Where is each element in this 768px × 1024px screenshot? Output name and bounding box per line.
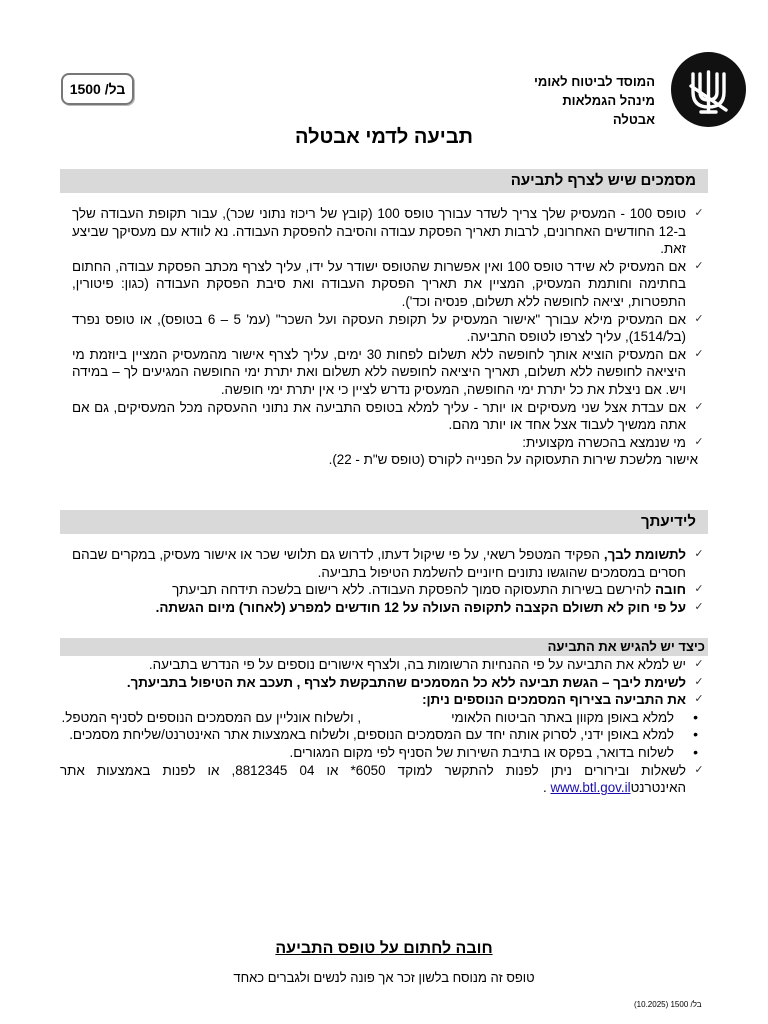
list-item (60, 656, 708, 674)
bullet-text: , ולשלוח אונליין עם המסמכים הנוספים לסניף המטפל. (61, 709, 362, 725)
check-mark-icon: ✓ (694, 347, 704, 360)
check-mark-icon: ✓ (694, 600, 704, 613)
sub-list-container (60, 709, 708, 762)
emphasis-text: חובה (654, 582, 686, 598)
list-item-text: אם המעסיק הוציא אותך לחופשה ללא תשלום לפחות 30 ימים, עליך לצרף אישור מהמעסיק המציין ביוזמת מי היציאה לחופשה ללא תשלום, תאריך היציאה לחופשה ללא תשלום ואת יתרת ימי החופשה המגיעים לך – במידה ויש. אם ניצלת את כל יתרת ימי החופשה, המעסיק נדרש לציין כי אין יתרת ימי חופשה. (72, 346, 686, 397)
list-item (60, 691, 708, 709)
section-heading-documents: מסמכים שיש לצרף לתביעה (60, 169, 708, 193)
footer-form-version: בל/ 1500 (10.2025) (634, 1000, 702, 1009)
gender-note: טופס זה מנוסח בלשון זכר אך פונה לנשים ולגברים כאחד (233, 970, 535, 985)
page-title: תביעה לדמי אבטלה (295, 126, 473, 148)
emphasis-text: לתשומת לבך, (603, 547, 686, 562)
list-item (72, 205, 708, 258)
list-item-text: . (542, 780, 551, 796)
list-item (72, 581, 708, 599)
bullet-item (60, 726, 708, 744)
documents-list (60, 205, 708, 469)
check-mark-icon: ✓ (694, 763, 704, 776)
check-mark-icon: ✓ (694, 658, 704, 670)
list-item-text: יש למלא את התביעה על פי ההנחיות הרשומות בה, ולצרף אישורים נוספים על פי הנדרש בתביעה. (148, 657, 686, 672)
signature-required-title: חובה לחתום על טופס התביעה (275, 940, 493, 957)
list-item-text: טופס 100 - המעסיק שלך צריך לשדר עבורך טופס 100 (קובץ של ריכוז נתוני שכר), עבור תקופת העבודה שלך ב-12 החודשים האחרונים, לרבות תאריך הפסקת עבודה והסיבה להפסקת העבודה. נא לוודא עם מעסיקך שביצע זאת. (72, 206, 687, 257)
bullet-item (60, 709, 708, 727)
list-item-text: לשימת ליבך – הגשת תביעה ללא כל המסמכים שהתבקשת לצרף , תעכב את הטיפול בתביעתך. (126, 674, 686, 690)
check-mark-icon: ✓ (694, 312, 704, 325)
btl-logo (671, 52, 746, 127)
form-code-label: בל/ 1500 (69, 81, 126, 97)
form-code-badge (61, 73, 134, 105)
check-mark-icon: ✓ (694, 435, 704, 448)
list-item-text: מי שנמצא בהכשרה מקצועית: (522, 434, 686, 450)
list-item (72, 546, 708, 581)
list-item (60, 762, 708, 797)
check-mark-icon: ✓ (694, 583, 704, 596)
list-item (72, 346, 708, 399)
list-item-text: אם עבדת אצל שני מעסיקים או יותר - עליך למלא בטופס התביעה את נתוני ההעסקה מכל המעסיקים, גם אם אתה ממשיך לעבוד אצל אחד או יותר מהם. (72, 399, 686, 433)
list-item (72, 311, 708, 346)
check-mark-icon: ✓ (694, 207, 704, 219)
list-item-text: על פי חוק לא תשולם הקצבה לתקופה העולה על 12 חודשים למפרע (לאחור) מיום הגשתה. (155, 599, 686, 615)
check-mark-icon: ✓ (694, 400, 704, 413)
section-heading-notice: לידיעתך (60, 510, 708, 534)
list-item-text: אם המעסיק לא שידר טופס 100 ואין אפשרות שהטופס ישודר על ידו, עליך לצרף מכתב הפסקת עבודה, החתום בחתימה וחותמת המעסיק, המציין את תאריך הפסקת העבודה ואת סיבת הפסקת העבודה (כגון: פיטורין, התפטרות, יציאה לחופשה ללא תשלום, פנסיה וכד'). (72, 258, 686, 309)
bullet-text: למלא באופן מקוון באתר הביטוח הלאומי (451, 709, 674, 725)
bullet-item (60, 744, 708, 762)
list-item (72, 434, 708, 452)
list-item-text: לשאלות ובירורים ניתן לפנות להתקשר למוקד 6050* או 04 8812345, או לפנות באמצעות אתר האינטרנט (60, 762, 686, 796)
bullet-text: למלא באופן ידני, לסרוק אותה יחד עם המסמכים הנוספים, ולשלוח באמצעות אתר האינטרנט/שליחת מסמכים. (69, 727, 674, 743)
list-item-text: אם המעסיק מילא עבורך "אישור המעסיק על תקופת העסקה ועל השכר" (עמ' 5 – 6 בטופס), או טופס נפרד (בל/1514), עליך לצרפו לטופס התביעה. (72, 311, 687, 345)
btl-website-link[interactable]: www.btl.gov.il (550, 780, 631, 796)
check-mark-icon: ✓ (694, 259, 704, 272)
submit-options-list (60, 709, 708, 762)
org-line-1: המוסד לביטוח לאומי (534, 74, 655, 89)
org-line-3: אבטלה (612, 112, 655, 127)
list-item (72, 399, 708, 434)
notice-list (60, 546, 708, 616)
check-mark-icon: ✓ (694, 693, 704, 706)
list-item (72, 599, 708, 617)
list-item-text: את התביעה בצירוף המסמכים הנוספים ניתן: (422, 692, 686, 708)
list-item-continuation (72, 451, 708, 469)
list-item-text: להירשם בשירות התעסוקה סמוך להפסקת העבודה. ללא רישום בלשכה תידחה תביעתך (172, 582, 655, 598)
list-item (72, 258, 708, 311)
bullet-text: לשלוח בדואר, בפקס או בתיבת השירות של הסניף לפי מקום המגורים. (289, 744, 674, 760)
check-mark-icon: ✓ (694, 548, 704, 560)
org-name (534, 72, 655, 129)
org-line-2: מינהל הגמלאות (562, 93, 655, 108)
submit-list (60, 656, 708, 797)
list-item-text: אישור מלשכת שירות התעסוקה על הפנייה לקורס (טופס ש"ת - 22). (328, 452, 698, 468)
list-item-text: הפקיד המטפל רשאי, על פי שיקול דעתו, לדרוש גם תלושי שכר או אישור מעסיק, במקרים שבהם חסרים במסמכים שהוגשו נתונים חיוניים להשלמת הטיפול בתביעה. (72, 547, 686, 580)
section-heading-how-to-submit: כיצד יש להגיש את התביעה (60, 638, 708, 656)
check-mark-icon: ✓ (694, 675, 704, 688)
btl-menorah-logo-icon (671, 52, 746, 127)
list-item (60, 674, 708, 692)
